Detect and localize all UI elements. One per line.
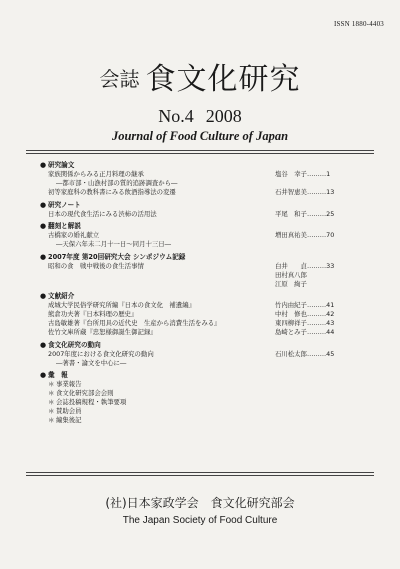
asterisk-icon: ＊ bbox=[48, 398, 55, 406]
toc-section bbox=[40, 253, 370, 289]
divider-bottom-1 bbox=[26, 472, 374, 473]
toc-section-news bbox=[40, 371, 370, 425]
entry-subtitle: ―著書・論文を中心に― bbox=[56, 358, 127, 367]
entry-author-page: 石川松太郎………45 bbox=[275, 349, 335, 358]
entry-subtitle: ―都市部・山漁村部の質的追跡調査から― bbox=[56, 179, 178, 187]
title-prefix: 会誌 bbox=[99, 67, 140, 91]
entry-title: 家族関係からみる正月料理の継承 bbox=[48, 170, 144, 178]
toc-section bbox=[40, 161, 370, 197]
entry-author-page: 塩谷 幸子………1 bbox=[275, 170, 331, 178]
section-heading-text: 2007年度 第20回研究大会 シンポジウム記録 bbox=[48, 252, 186, 261]
toc-entry bbox=[40, 188, 370, 197]
section-heading-text: 食文化研究の動向 bbox=[48, 340, 101, 349]
toc-entry bbox=[40, 319, 370, 328]
publisher-name: (社)日本家政学会 食文化研究部会 bbox=[105, 496, 295, 510]
toc-section bbox=[40, 341, 370, 368]
entry-author-page: 白井 貞………33 bbox=[275, 261, 335, 270]
news-item-text: 事業報告 bbox=[56, 380, 82, 388]
entry-author-page: 島崎とみ子………44 bbox=[275, 328, 335, 336]
entry-subtitle: ―天保六年未二月十一日～同月十三日― bbox=[56, 240, 172, 248]
section-heading bbox=[40, 253, 370, 262]
news-item bbox=[40, 398, 370, 407]
section-heading-text: 文献紹介 bbox=[48, 292, 75, 300]
news-item bbox=[40, 416, 370, 425]
bullet-icon: ● bbox=[40, 200, 47, 209]
journal-english-title: Journal of Food Culture of Japan bbox=[111, 129, 289, 143]
toc-entry bbox=[40, 350, 370, 359]
publisher-english-name: The Japan Society of Food Culture bbox=[122, 515, 278, 526]
toc-section bbox=[40, 222, 370, 249]
entry-title: 2007年度における食文化研究の動向 bbox=[48, 349, 154, 358]
issue-year: 2008 bbox=[205, 106, 242, 126]
news-item bbox=[40, 389, 370, 398]
entry-title: 成城大学民俗学研究所編『日本の食文化 補遺編』 bbox=[48, 301, 195, 309]
table-of-contents bbox=[40, 161, 370, 429]
bullet-icon: ● bbox=[40, 252, 47, 261]
asterisk-icon: ＊ bbox=[48, 416, 55, 424]
section-heading-text: 研究ノート bbox=[48, 200, 81, 209]
entry-title: 熊倉功夫著『日本料理の歴史』 bbox=[48, 310, 138, 318]
section-heading bbox=[40, 161, 370, 170]
divider-top-1 bbox=[26, 150, 374, 151]
entry-author-page: 平尾 和子………25 bbox=[275, 209, 335, 218]
section-heading bbox=[40, 201, 370, 210]
toc-entry bbox=[40, 262, 370, 271]
bullet-icon: ● bbox=[40, 161, 47, 169]
section-heading-text: 翻刻と解説 bbox=[48, 222, 81, 230]
news-item-text: 会誌投稿規程・執筆要項 bbox=[56, 398, 127, 406]
asterisk-icon: ＊ bbox=[48, 407, 55, 415]
issue-number: No.4 bbox=[158, 106, 194, 126]
journal-title bbox=[0, 54, 400, 98]
news-item bbox=[40, 380, 370, 389]
toc-entry bbox=[40, 170, 370, 179]
bullet-icon: ● bbox=[40, 292, 47, 300]
entry-title: 昭和の食 戦中戦後の食生活事情 bbox=[48, 261, 144, 270]
entry-author-page: 江原 絢子 bbox=[275, 279, 307, 288]
toc-entry bbox=[40, 328, 370, 337]
section-heading bbox=[40, 371, 370, 380]
section-heading bbox=[40, 222, 370, 231]
section-heading bbox=[40, 292, 370, 301]
bullet-icon: ● bbox=[40, 371, 47, 379]
divider-top-2 bbox=[26, 153, 374, 154]
toc-entry bbox=[40, 271, 370, 280]
issn-number: ISSN 1880-4403 bbox=[333, 20, 384, 28]
toc-entry bbox=[40, 280, 370, 289]
entry-title: 佐竹文庫所蔵『忠恕様御誕生御記録』 bbox=[48, 328, 157, 336]
bullet-icon: ● bbox=[40, 340, 47, 349]
toc-entry bbox=[40, 231, 370, 240]
entry-author-page: 東四柳祥子………43 bbox=[275, 319, 335, 327]
toc-section bbox=[40, 201, 370, 219]
toc-entry bbox=[40, 310, 370, 319]
entry-author-page: 田村真八郎 bbox=[275, 270, 307, 279]
entry-title: 初等家庭科の教科書にみる飲酒指導法の変遷 bbox=[48, 188, 176, 196]
section-heading-text: 彙 報 bbox=[48, 371, 68, 379]
entry-title: 古橋家の婚礼献立 bbox=[48, 231, 100, 239]
section-heading bbox=[40, 341, 370, 350]
toc-entry bbox=[40, 301, 370, 310]
issue-info bbox=[0, 106, 400, 127]
news-item bbox=[40, 407, 370, 416]
news-item-text: 編集後記 bbox=[56, 416, 82, 424]
section-heading-text: 研究論文 bbox=[48, 161, 75, 169]
divider-bottom-2 bbox=[26, 475, 374, 476]
asterisk-icon: ＊ bbox=[48, 380, 55, 388]
news-item-text: 食文化研究部会会則 bbox=[56, 389, 114, 397]
entry-author-page: 増田真祐美………70 bbox=[275, 231, 335, 239]
entry-author-page: 竹内由紀子………41 bbox=[275, 301, 335, 309]
toc-entry bbox=[40, 210, 370, 219]
asterisk-icon: ＊ bbox=[48, 389, 55, 397]
entry-author-page: 中村 修也………42 bbox=[275, 310, 335, 318]
news-item-text: 賛助会員 bbox=[56, 407, 82, 415]
entry-author-page: 石井智恵美………13 bbox=[275, 188, 335, 196]
title-main: 食文化研究 bbox=[145, 62, 301, 97]
toc-section bbox=[40, 292, 370, 337]
entry-title: 古島敏雄著『台所用具の近代史 生産から消費生活をみる』 bbox=[48, 319, 221, 327]
bullet-icon: ● bbox=[40, 222, 47, 230]
entry-title: 日本の現代食生活にみる渋柿の活用法 bbox=[48, 209, 157, 218]
